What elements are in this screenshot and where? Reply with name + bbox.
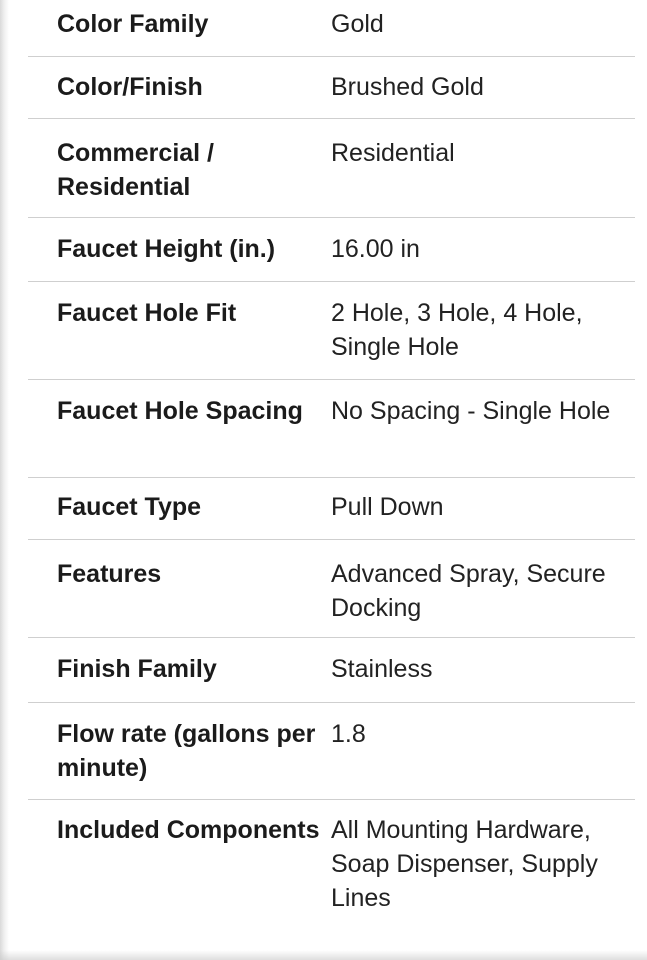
spec-name: Faucet Height (in.) [57, 235, 276, 263]
left-edge-divider [0, 0, 9, 960]
spec-value: Gold [331, 10, 384, 38]
spec-value: Brushed Gold [331, 73, 484, 101]
spec-name: Faucet Hole Spacing [57, 397, 303, 425]
spec-row-faucet-type [28, 478, 635, 540]
spec-value: 2 Hole, 3 Hole, 4 Hole, Single Hole [331, 299, 583, 361]
specifications-table [28, 0, 635, 960]
spec-value: Advanced Spray, Secure Docking [331, 560, 606, 622]
spec-name: Color/Finish [57, 73, 203, 101]
spec-name: Faucet Type [57, 493, 202, 521]
spec-row-finish-family [28, 638, 635, 703]
spec-value: Stainless [331, 655, 433, 683]
spec-name: Commercial / Residential [57, 139, 215, 201]
spec-value: No Spacing - Single Hole [331, 397, 611, 425]
spec-name: Finish Family [57, 655, 217, 683]
spec-name: Features [57, 560, 162, 588]
spec-value: All Mounting Hardware, Soap Dispenser, Supply Lines [331, 816, 598, 912]
spec-row-flow-rate [28, 703, 635, 800]
spec-row-commercial-residential [28, 119, 635, 218]
spec-row-faucet-height [28, 218, 635, 282]
spec-row-color-finish [28, 57, 635, 119]
spec-value: 1.8 [331, 720, 366, 748]
spec-name: Flow rate (gallons per minute) [57, 720, 316, 782]
scroll-edge-shadow [0, 950, 647, 960]
spec-row-features [28, 540, 635, 638]
spec-row-faucet-hole-spacing [28, 380, 635, 478]
spec-row-color-family [28, 0, 635, 57]
spec-value: Residential [331, 139, 455, 167]
spec-name: Faucet Hole Fit [57, 299, 237, 327]
spec-value: Pull Down [331, 493, 444, 521]
spec-row-faucet-hole-fit [28, 282, 635, 380]
spec-row-included-components [28, 800, 635, 960]
spec-value: 16.00 in [331, 235, 420, 263]
spec-name: Color Family [57, 10, 209, 38]
spec-name: Included Components [57, 816, 320, 844]
